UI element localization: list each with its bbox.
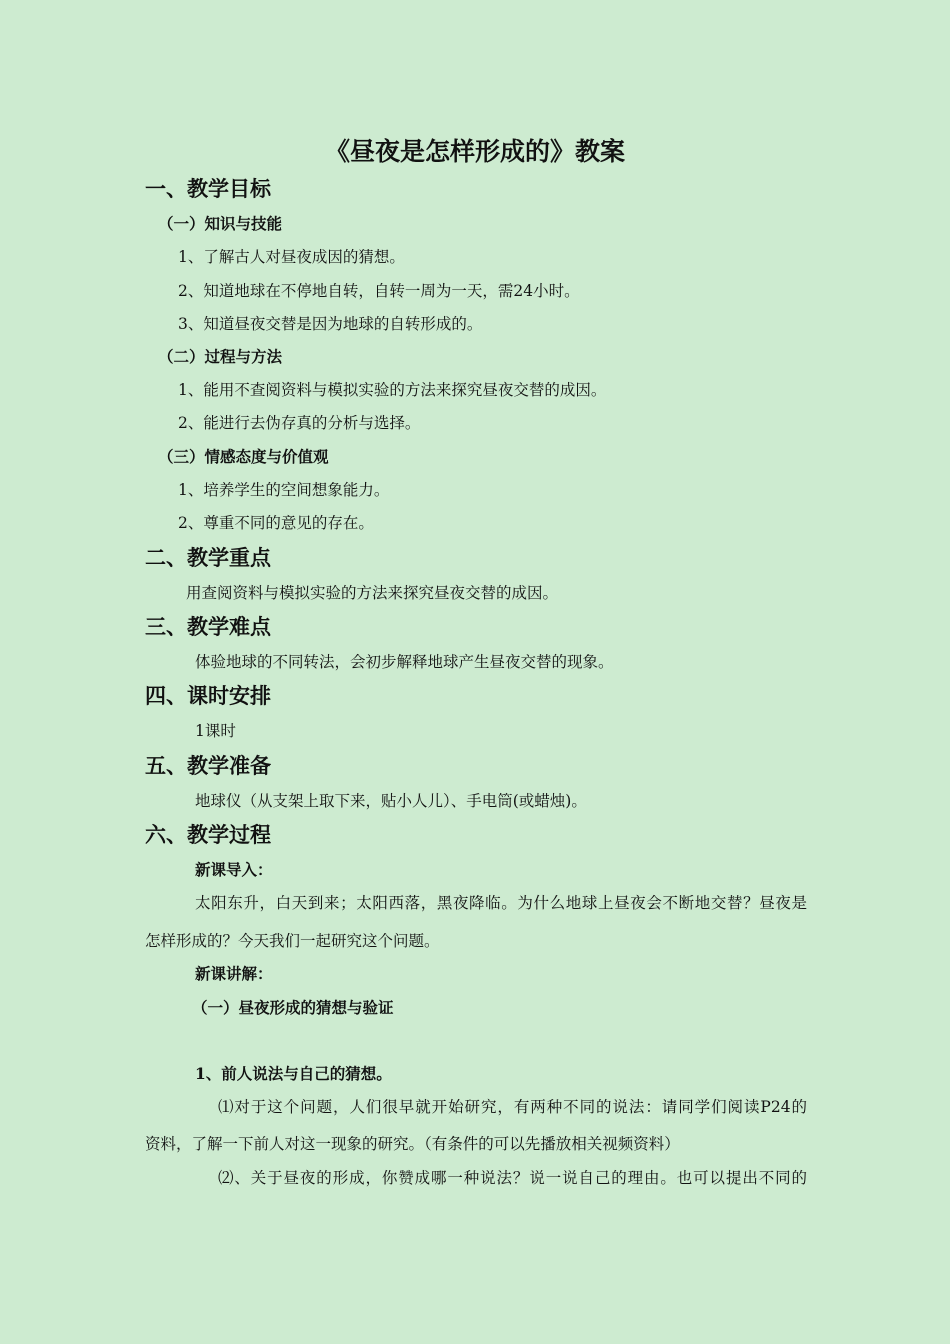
list-item: 1、了解古人对昼夜成因的猜想。 — [178, 248, 405, 266]
paragraph: 资料，了解一下前人对这一现象的研究。（有条件的可以先播放相关视频资料） — [145, 1135, 680, 1153]
section-heading-schedule: 四、课时安排 — [145, 683, 271, 708]
section-heading-key-points: 二、教学重点 — [145, 545, 271, 570]
subsection-knowledge: （一）知识与技能 — [158, 214, 283, 233]
section-heading-preparation: 五、教学准备 — [145, 753, 271, 778]
list-item: 1、培养学生的空间想象能力。 — [178, 481, 390, 499]
subsection-part1: （一）昼夜形成的猜想与验证 — [192, 998, 394, 1017]
paragraph: ⑵、关于昼夜的形成，你赞成哪一种说法？说一说自己的理由。也可以提出不同的 — [218, 1169, 807, 1187]
paragraph: 地球仪（从支架上取下来，贴小人儿）、手电筒(或蜡烛)。 — [195, 792, 587, 810]
section-heading-difficulties: 三、教学难点 — [145, 614, 271, 639]
paragraph: 太阳东升，白天到来；太阳西落，黑夜降临。为什么地球上昼夜会不断地交替？昼夜是 — [195, 894, 807, 912]
list-item: 3、知道昼夜交替是因为地球的自转形成的。 — [178, 315, 483, 333]
list-item: 2、尊重不同的意见的存在。 — [178, 514, 374, 532]
page-title: 《昼夜是怎样形成的》教案 — [324, 137, 625, 166]
paragraph: 1课时 — [195, 722, 236, 740]
subsection-attitude: （三）情感态度与价值观 — [158, 447, 329, 466]
step-heading: 1、前人说法与自己的猜想。 — [195, 1064, 392, 1083]
section-heading-process: 六、教学过程 — [145, 822, 271, 847]
list-item: 1、能用不查阅资料与模拟实验的方法来探究昼夜交替的成因。 — [178, 381, 607, 399]
section-heading-objectives: 一、教学目标 — [145, 176, 271, 201]
paragraph: 用查阅资料与模拟实验的方法来探究昼夜交替的成因。 — [186, 584, 559, 602]
list-item: 2、能进行去伪存真的分析与选择。 — [178, 414, 421, 432]
label-intro: 新课导入： — [195, 860, 273, 879]
list-item: 2、知道地球在不停地自转，自转一周为一天，需24小时。 — [178, 282, 580, 300]
paragraph: 怎样形成的？今天我们一起研究这个问题。 — [145, 932, 440, 950]
paragraph: 体验地球的不同转法，会初步解释地球产生昼夜交替的现象。 — [195, 653, 614, 671]
paragraph: ⑴对于这个问题，人们很早就开始研究，有两种不同的说法：请同学们阅读P24的 — [218, 1098, 807, 1116]
label-lecture: 新课讲解： — [195, 964, 273, 983]
subsection-process: （二）过程与方法 — [158, 347, 283, 366]
